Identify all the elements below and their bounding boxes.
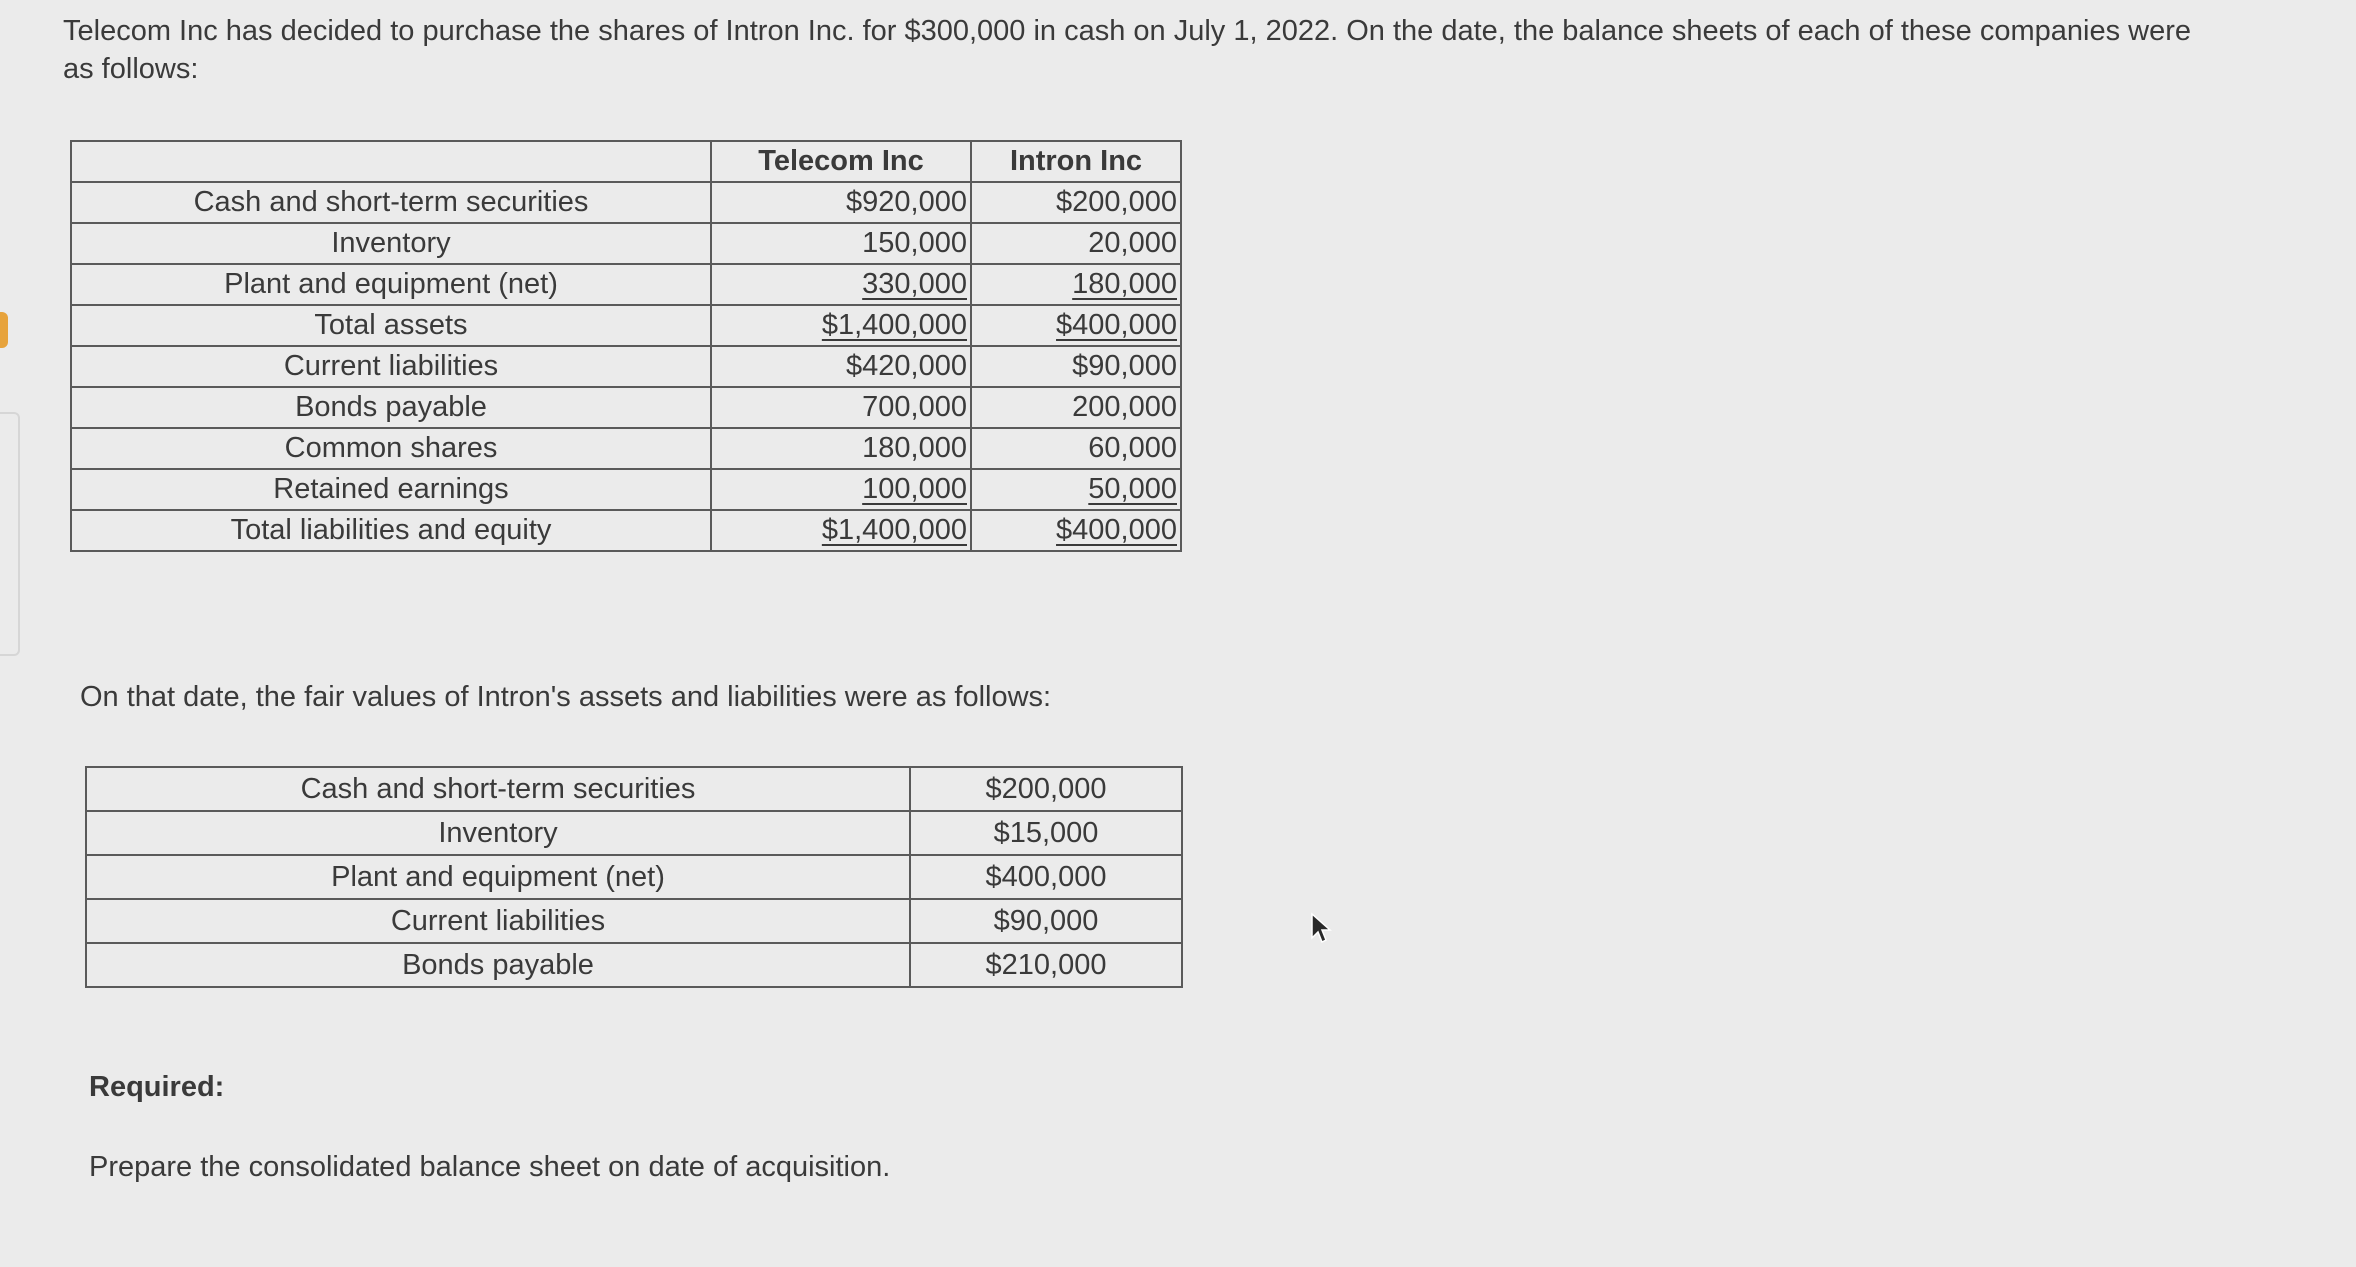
telecom-value	[711, 510, 971, 551]
row-label: Total assets	[71, 305, 711, 346]
fair-value: $90,000	[910, 899, 1182, 943]
row-label: Bonds payable	[86, 943, 910, 987]
table-row	[71, 264, 1181, 305]
table-row	[71, 428, 1181, 469]
table-row	[86, 767, 1182, 811]
row-label: Bonds payable	[71, 387, 711, 428]
fair-value: $210,000	[910, 943, 1182, 987]
problem-intro: Telecom Inc has decided to purchase the shares of Intron Inc. for $300,000 in cash on July 1, 2022. On the date, the balance sheets of each of these companies were as follows:	[63, 15, 2192, 85]
table-header-row	[71, 141, 1181, 182]
telecom-value	[711, 469, 971, 510]
row-label: Current liabilities	[86, 899, 910, 943]
table-row	[71, 223, 1181, 264]
underlined-value: $1,400,000	[821, 514, 967, 546]
intron-value	[971, 469, 1181, 510]
telecom-value	[711, 264, 971, 305]
row-label: Cash and short-term securities	[86, 767, 910, 811]
row-label: Current liabilities	[71, 346, 711, 387]
fair-value: $15,000	[910, 811, 1182, 855]
table-row	[71, 387, 1181, 428]
row-label: Cash and short-term securities	[71, 182, 711, 223]
telecom-value: $920,000	[711, 182, 971, 223]
underlined-value: 180,000	[1072, 268, 1177, 300]
intron-value	[971, 305, 1181, 346]
row-label: Plant and equipment (net)	[71, 264, 711, 305]
row-label: Common shares	[71, 428, 711, 469]
intron-value: $200,000	[971, 182, 1181, 223]
row-label: Inventory	[86, 811, 910, 855]
table-row	[71, 346, 1181, 387]
telecom-value	[711, 305, 971, 346]
fair-value-table	[85, 766, 1183, 988]
row-label: Inventory	[71, 223, 711, 264]
table-row	[71, 510, 1181, 551]
underlined-value: 330,000	[862, 268, 967, 300]
telecom-value: 180,000	[711, 428, 971, 469]
table-row	[71, 182, 1181, 223]
table-row	[86, 811, 1182, 855]
table-row	[71, 469, 1181, 510]
fair-value: $200,000	[910, 767, 1182, 811]
intron-value	[971, 264, 1181, 305]
row-label: Retained earnings	[71, 469, 711, 510]
required-heading: Required:	[89, 1071, 225, 1103]
intron-value: 200,000	[971, 387, 1181, 428]
telecom-value: 150,000	[711, 223, 971, 264]
underlined-value: $400,000	[1056, 309, 1177, 341]
telecom-value: $420,000	[711, 346, 971, 387]
mouse-pointer-icon	[1310, 912, 1332, 944]
table-row	[86, 855, 1182, 899]
telecom-value: 700,000	[711, 387, 971, 428]
underlined-value: $400,000	[1056, 514, 1177, 546]
side-panel-edge	[0, 412, 20, 656]
balance-sheet-table	[70, 140, 1182, 552]
underlined-value: 50,000	[1088, 473, 1177, 505]
underlined-value: 100,000	[862, 473, 967, 505]
table-row	[71, 305, 1181, 346]
header-intron: Intron Inc	[971, 141, 1181, 182]
underlined-value: $1,400,000	[821, 309, 967, 341]
side-marker	[0, 312, 8, 348]
intron-value: 20,000	[971, 223, 1181, 264]
intron-value: $90,000	[971, 346, 1181, 387]
table-row	[86, 899, 1182, 943]
row-label: Total liabilities and equity	[71, 510, 711, 551]
header-corner	[71, 141, 711, 182]
header-telecom: Telecom Inc	[711, 141, 971, 182]
fair-value: $400,000	[910, 855, 1182, 899]
intron-value	[971, 510, 1181, 551]
row-label: Plant and equipment (net)	[86, 855, 910, 899]
intron-value: 60,000	[971, 428, 1181, 469]
required-instruction: Prepare the consolidated balance sheet on date of acquisition.	[89, 1151, 891, 1183]
fair-value-intro: On that date, the fair values of Intron's assets and liabilities were as follows:	[80, 681, 1052, 713]
table-row	[86, 943, 1182, 987]
